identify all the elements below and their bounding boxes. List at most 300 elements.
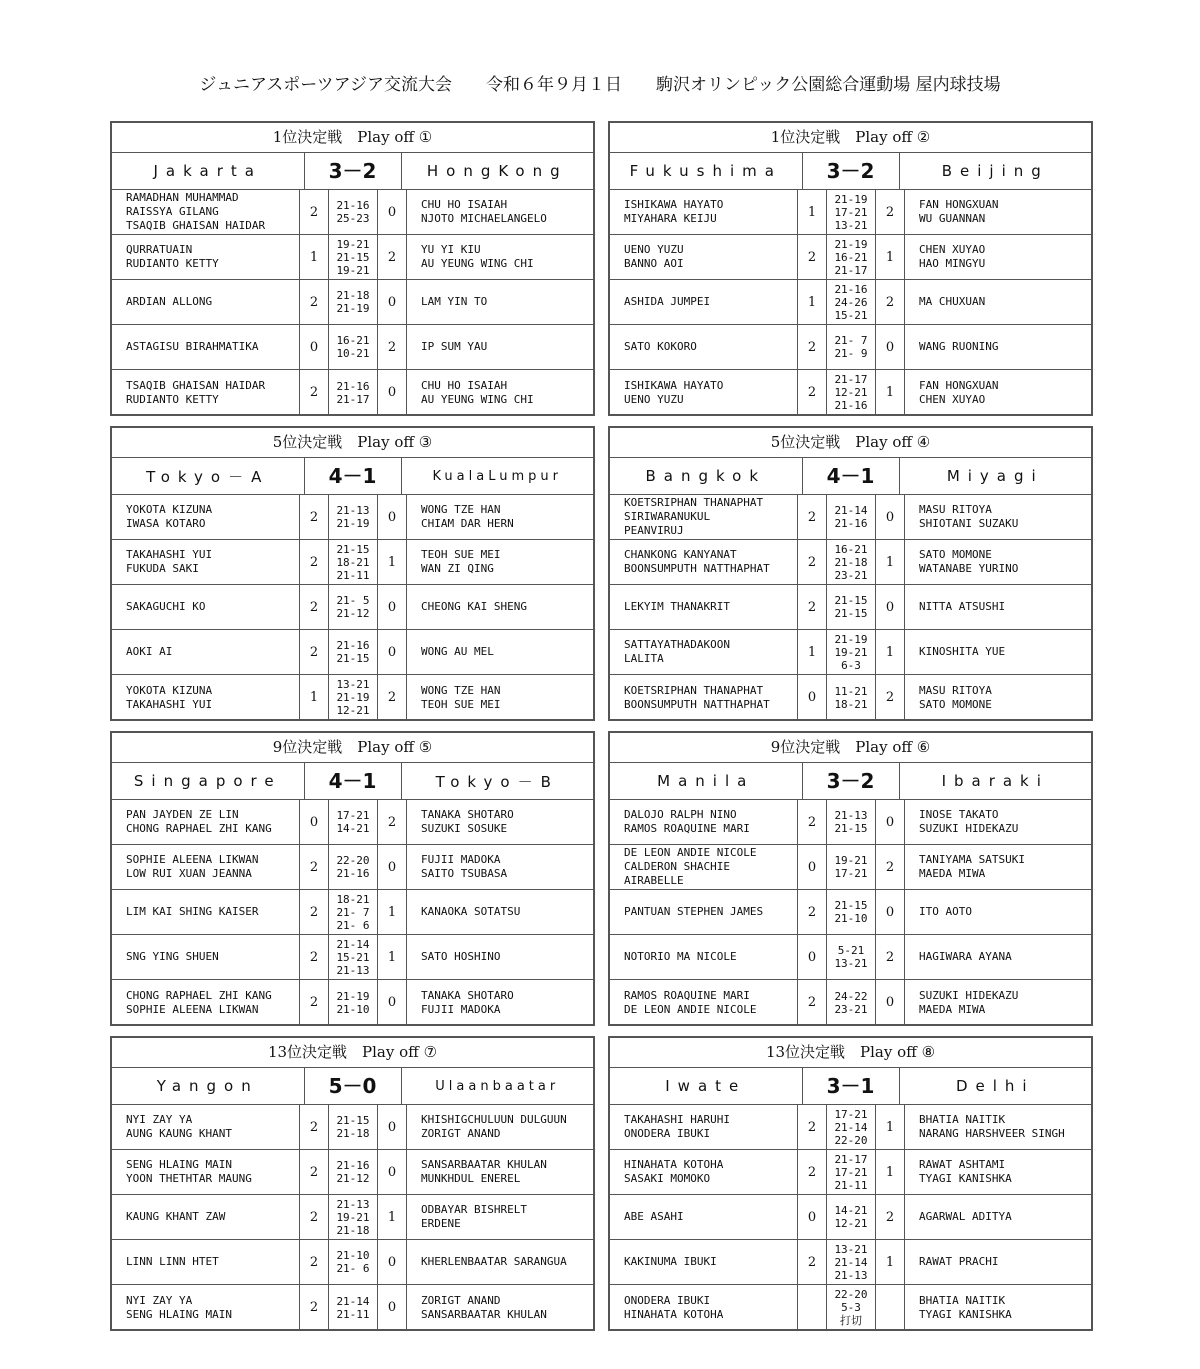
right-games-won: 2 (876, 935, 905, 979)
right-games-won: 0 (378, 495, 407, 539)
left-games-won: 2 (300, 1150, 329, 1194)
right-games-won: 0 (378, 845, 407, 889)
team-right-name: Ibaraki (941, 772, 1049, 790)
player-name: ODBAYAR BISHRELT (421, 1203, 527, 1216)
left-players (610, 280, 798, 324)
game-score: 21-14 (336, 937, 370, 951)
right-players (407, 675, 593, 720)
right-games-won: 2 (876, 190, 905, 234)
game-score: 21-11 (834, 1178, 868, 1192)
player-name: HAGIWARA AYANA (919, 950, 1012, 963)
game-scores (329, 325, 378, 369)
left-players (610, 1240, 798, 1284)
game-score: 21-15 (834, 607, 868, 620)
panel-heading: 13位決定戦 Play off ⑦ (112, 1038, 593, 1068)
player-name: ZORIGT ANAND (421, 1293, 501, 1307)
player-name: SHIOTANI SUZAKU (919, 517, 1019, 530)
player-name: YOON THETHTAR MAUNG (126, 1172, 252, 1185)
game-scores (329, 800, 378, 844)
game-score: 21-18 (336, 1223, 370, 1237)
right-players (905, 585, 1091, 629)
right-games-won: 1 (876, 1150, 905, 1194)
player-name: TAKAHASHI HARUHI (624, 1113, 730, 1126)
game-scores (329, 280, 378, 324)
match-row (112, 1195, 593, 1240)
left-games-won: 2 (300, 370, 329, 415)
right-games-won: 2 (876, 675, 905, 720)
game-score: 21- 6 (336, 1262, 370, 1275)
playoff-panel (608, 731, 1093, 1026)
left-players (112, 1285, 300, 1330)
player-name: CHU HO ISAIAH (421, 198, 508, 211)
player-name: RAWAT PRACHI (919, 1255, 999, 1268)
player-name: CHONG RAPHAEL ZHI KANG (126, 988, 272, 1002)
left-games-won: 2 (798, 1150, 827, 1194)
player-name: SANSARBAATAR KHULAN (421, 1158, 547, 1171)
player-name: NITTA ATSUSHI (919, 600, 1006, 613)
game-score: 18-21 (336, 555, 370, 569)
left-games-won: 2 (300, 1195, 329, 1239)
player-name: TEOH SUE MEI (421, 697, 501, 711)
game-score: 21-16 (834, 282, 868, 296)
left-games-won: 1 (798, 280, 827, 324)
game-score: 13-21 (834, 1242, 868, 1256)
game-score: 25-23 (336, 212, 370, 225)
right-players (407, 1150, 593, 1194)
game-score: 16-21 (834, 542, 868, 556)
playoff-panel (110, 121, 595, 416)
game-score: 21-14 (336, 1294, 370, 1308)
left-games-won: 2 (798, 495, 827, 539)
player-name: CHU HO ISAIAH (421, 378, 508, 392)
game-score: 21-19 (834, 632, 868, 646)
game-score: 21-16 (336, 1159, 370, 1172)
player-name: MAEDA MIWA (919, 867, 986, 880)
team-right-name: Tokyo－B (435, 772, 559, 791)
right-players (407, 1105, 593, 1149)
player-name: NYI ZAY YA (126, 1113, 193, 1126)
right-players (407, 935, 593, 979)
player-name: RAMOS ROAQUINE MARI (624, 822, 750, 835)
right-players (407, 845, 593, 889)
left-games-won: 2 (798, 890, 827, 934)
game-score: 16-21 (834, 250, 868, 264)
left-players (112, 935, 300, 979)
left-players (112, 980, 300, 1025)
left-players (112, 1105, 300, 1149)
match-row (112, 935, 593, 980)
player-name: TSAQIB GHAISAN HAIDAR (126, 378, 266, 392)
match-row (610, 1240, 1091, 1285)
player-name: LINN LINN HTET (126, 1255, 219, 1268)
right-players (407, 325, 593, 369)
right-games-won (876, 1285, 905, 1330)
playoff-panel (110, 1036, 595, 1331)
right-players (407, 190, 593, 234)
game-scores (827, 935, 876, 979)
team-left-name: Manila (657, 772, 755, 790)
right-games-won: 2 (876, 845, 905, 889)
playoff-panel (608, 426, 1093, 721)
player-name: YU YI KIU (421, 243, 481, 256)
left-players (610, 980, 798, 1025)
right-players (407, 235, 593, 279)
game-score: 21-14 (834, 504, 868, 517)
game-score: 21-15 (336, 250, 370, 264)
left-players (610, 630, 798, 674)
player-name: ASHIDA JUMPEI (624, 295, 711, 308)
player-name: HINAHATA KOTOHA (624, 1158, 724, 1171)
player-name: TYAGI KANISHKA (919, 1307, 1012, 1321)
game-score: 17-21 (336, 809, 370, 822)
team-score: 3－1 (802, 1068, 900, 1104)
player-name: WONG TZE HAN (421, 683, 501, 697)
game-score: 15-21 (834, 308, 868, 322)
player-name: ITO AOTO (919, 905, 972, 918)
left-games-won: 1 (798, 630, 827, 674)
game-score: 21-13 (834, 1268, 868, 1282)
left-games-won: 2 (798, 585, 827, 629)
left-players (112, 190, 300, 234)
player-name: KAKINUMA IBUKI (624, 1255, 717, 1268)
left-players (610, 235, 798, 279)
player-name: SENG HLAING MAIN (126, 1307, 232, 1321)
right-players (905, 190, 1091, 234)
player-name: KAUNG KHANT ZAW (126, 1210, 226, 1223)
game-score: 21-19 (834, 192, 868, 206)
player-name: UENO YUZU (624, 243, 684, 256)
game-score: 21-19 (336, 302, 370, 315)
team-row (610, 458, 1091, 495)
game-scores (827, 325, 876, 369)
player-name: LOW RUI XUAN JEANNA (126, 867, 252, 880)
right-players (407, 800, 593, 844)
player-name: CHIAM DAR HERN (421, 517, 514, 530)
match-row (610, 190, 1091, 235)
player-name: MIYAHARA KEIJU (624, 212, 717, 225)
player-name: WATANABE YURINO (919, 562, 1019, 575)
game-scores (827, 495, 876, 539)
game-score: 21- 6 (336, 918, 370, 932)
player-name: ONODERA IBUKI (624, 1127, 711, 1140)
match-row (112, 890, 593, 935)
game-score: 17-21 (834, 867, 868, 880)
match-row (112, 1285, 593, 1330)
right-games-won: 1 (378, 540, 407, 584)
player-name: RUDIANTO KETTY (126, 257, 219, 270)
match-row (112, 1105, 593, 1150)
player-name: MAEDA MIWA (919, 1002, 986, 1016)
game-score: 17-21 (834, 1165, 868, 1179)
game-score: 21-10 (834, 912, 868, 925)
player-name: INOSE TAKATO (919, 808, 999, 821)
player-name: MASU RITOYA (919, 503, 992, 516)
player-name: LIM KAI SHING KAISER (126, 905, 259, 918)
game-score: 21-15 (336, 542, 370, 556)
player-name: FAN HONGXUAN (919, 198, 999, 211)
panel-heading: 1位決定戦 Play off ① (112, 123, 593, 153)
left-players (112, 800, 300, 844)
match-row (112, 325, 593, 370)
playoff-panel (608, 121, 1093, 416)
right-players (905, 630, 1091, 674)
player-name: TANAKA SHOTARO (421, 988, 514, 1002)
player-name: FUJII MADOKA (421, 853, 501, 866)
player-name: CALDERON SHACHIE (624, 860, 730, 873)
player-name: RAISSYA GILANG (126, 205, 219, 218)
left-games-won: 2 (300, 1105, 329, 1149)
game-score: 21-19 (336, 989, 370, 1003)
player-name: TYAGI KANISHKA (919, 1172, 1012, 1185)
right-players (407, 630, 593, 674)
game-score: 21-16 (336, 867, 370, 880)
game-score: 21- 7 (834, 334, 868, 347)
team-row (112, 763, 593, 800)
game-score: 21-16 (834, 399, 868, 412)
player-name: IWASA KOTARO (126, 517, 206, 530)
player-name: DE LEON ANDIE NICOLE (624, 846, 757, 859)
player-name: NOTORIO MA NICOLE (624, 950, 737, 963)
game-score: 23-21 (834, 568, 868, 582)
player-name: CHONG RAPHAEL ZHI KANG (126, 822, 272, 835)
player-name: SATO KOKORO (624, 340, 697, 353)
player-name: SUZUKI HIDEKAZU (919, 822, 1019, 835)
right-games-won: 0 (378, 370, 407, 415)
game-score: 21-13 (336, 504, 370, 517)
player-name: SUZUKI SOSUKE (421, 822, 508, 835)
player-name: DALOJO RALPH NINO (624, 808, 737, 821)
match-row (610, 1285, 1091, 1330)
game-score: 13-21 (336, 678, 370, 691)
right-players (905, 890, 1091, 934)
game-score: 11-21 (834, 684, 868, 698)
player-name: CHANKONG KANYANAT (624, 548, 737, 561)
team-right-name: Miyagi (946, 467, 1044, 485)
left-games-won: 2 (300, 495, 329, 539)
player-name: SATO MOMONE (919, 548, 992, 561)
left-players (610, 190, 798, 234)
team-score: 3－2 (802, 153, 900, 189)
game-score: 19-21 (834, 645, 868, 659)
game-score: 21-18 (834, 555, 868, 569)
game-score: 21-19 (336, 691, 370, 704)
player-name: CHEONG KAI SHENG (421, 600, 527, 613)
game-score: 22-20 (834, 1133, 868, 1147)
game-scores (827, 1285, 876, 1330)
game-score: 12-21 (834, 386, 868, 399)
right-games-won: 0 (378, 1105, 407, 1149)
player-name: LAM YIN TO (421, 295, 488, 308)
team-score: 4－1 (304, 458, 402, 494)
right-games-won: 0 (876, 890, 905, 934)
right-games-won: 0 (378, 1240, 407, 1284)
right-games-won: 0 (378, 1285, 407, 1330)
player-name: KOETSRIPHAN THANAPHAT (624, 683, 764, 697)
right-players (905, 325, 1091, 369)
player-name: ISHIKAWA HAYATO (624, 198, 724, 211)
right-games-won: 0 (876, 800, 905, 844)
game-scores (827, 540, 876, 584)
game-score: 21-10 (336, 1002, 370, 1016)
right-players (905, 980, 1091, 1025)
game-scores (827, 1150, 876, 1194)
right-games-won: 1 (876, 1240, 905, 1284)
left-players (112, 325, 300, 369)
game-score: 13-21 (834, 218, 868, 232)
player-name: TEOH SUE MEI (421, 548, 501, 561)
left-players (610, 1150, 798, 1194)
player-name: MUNKHDUL ENEREL (421, 1172, 521, 1185)
match-row (610, 845, 1091, 890)
game-score: 21-13 (336, 963, 370, 977)
player-name: AU YEUNG WING CHI (421, 257, 534, 270)
left-games-won: 2 (798, 235, 827, 279)
left-players (112, 280, 300, 324)
left-players (112, 675, 300, 720)
game-score: 22-20 (834, 1288, 868, 1301)
left-games-won: 2 (300, 1240, 329, 1284)
game-score: 10-21 (336, 347, 370, 360)
game-score: 5-21 (837, 944, 865, 957)
right-games-won: 0 (378, 1150, 407, 1194)
match-row (112, 980, 593, 1025)
game-score: 21-17 (336, 392, 370, 406)
player-name: TSAQIB GHAISAN HAIDAR (126, 219, 266, 232)
player-name: WU GUANNAN (919, 212, 986, 225)
team-right-name: KualaLumpur (432, 468, 562, 484)
right-players (905, 1240, 1091, 1284)
player-name: IP SUM YAU (421, 340, 488, 353)
match-row (112, 235, 593, 280)
game-scores (827, 1195, 876, 1239)
player-name: SATO MOMONE (919, 697, 992, 711)
game-score: 21-12 (336, 607, 370, 620)
right-games-won: 0 (378, 630, 407, 674)
panel-heading: 5位決定戦 Play off ③ (112, 428, 593, 458)
game-scores (329, 980, 378, 1025)
game-scores (329, 1150, 378, 1194)
player-name: FAN HONGXUAN (919, 378, 999, 392)
match-row (112, 800, 593, 845)
right-games-won: 0 (876, 495, 905, 539)
left-players (610, 1105, 798, 1149)
player-name: WONG AU MEL (421, 645, 494, 658)
game-scores (827, 1105, 876, 1149)
game-scores (329, 845, 378, 889)
game-score: 17-21 (834, 1107, 868, 1121)
left-games-won: 2 (798, 370, 827, 415)
game-scores (827, 630, 876, 674)
player-name: ZORIGT ANAND (421, 1127, 501, 1140)
game-scores (329, 935, 378, 979)
right-games-won: 1 (876, 235, 905, 279)
right-players (905, 495, 1091, 539)
left-players (112, 370, 300, 415)
team-row (610, 763, 1091, 800)
game-scores (827, 585, 876, 629)
match-row (112, 630, 593, 675)
player-name: ONODERA IBUKI (624, 1293, 711, 1307)
left-players (610, 1285, 798, 1330)
left-players (112, 540, 300, 584)
player-name: SAKAGUCHI KO (126, 600, 206, 613)
left-games-won: 2 (300, 845, 329, 889)
player-name: SOPHIE ALEENA LIKWAN (126, 853, 259, 866)
player-name: RAMADHAN MUHAMMAD (126, 191, 239, 204)
player-name: RAMOS ROAQUINE MARI (624, 988, 750, 1002)
team-score: 4－1 (802, 458, 900, 494)
game-score: 21-11 (336, 1307, 370, 1321)
team-left-name: Fukushima (629, 162, 782, 180)
player-name: KANAOKA SOTATSU (421, 905, 521, 918)
game-score: 14-21 (336, 822, 370, 835)
player-name: TAKAHASHI YUI (126, 548, 213, 561)
player-name: PEANVIRUJ (624, 524, 684, 537)
panel-heading: 1位決定戦 Play off ② (610, 123, 1091, 153)
match-row (112, 495, 593, 540)
left-games-won (798, 1285, 827, 1330)
left-players (112, 845, 300, 889)
match-row (610, 800, 1091, 845)
player-name: TANAKA SHOTARO (421, 808, 514, 821)
player-name: SAITO TSUBASA (421, 867, 508, 880)
game-scores (329, 1285, 378, 1330)
left-games-won: 0 (798, 675, 827, 720)
left-games-won: 0 (300, 325, 329, 369)
left-games-won: 2 (300, 630, 329, 674)
right-games-won: 0 (378, 190, 407, 234)
right-games-won: 0 (378, 585, 407, 629)
game-score: 19-21 (834, 854, 868, 867)
game-score: 18-21 (834, 697, 868, 711)
game-score: 16-21 (336, 334, 370, 347)
team-score: 4－1 (304, 763, 402, 799)
left-players (610, 845, 798, 889)
left-games-won: 2 (798, 325, 827, 369)
player-name: YOKOTA KIZUNA (126, 683, 213, 697)
left-games-won: 2 (300, 890, 329, 934)
player-name: WAN ZI QING (421, 562, 494, 575)
left-players (610, 585, 798, 629)
match-row (610, 675, 1091, 720)
match-row (112, 1240, 593, 1285)
playoff-panel (608, 1036, 1093, 1331)
game-scores (827, 800, 876, 844)
match-row (610, 585, 1091, 630)
match-row (112, 190, 593, 235)
game-scores (827, 235, 876, 279)
right-games-won: 2 (378, 235, 407, 279)
player-name: AOKI AI (126, 645, 173, 658)
game-score: 19-21 (336, 1210, 370, 1224)
right-players (407, 1240, 593, 1284)
game-scores (827, 980, 876, 1025)
player-name: SATTAYATHADAKOON (624, 638, 730, 651)
player-name: QURRATUAIN (126, 243, 193, 256)
game-score: 17-21 (834, 205, 868, 219)
game-scores (329, 630, 378, 674)
match-row (610, 325, 1091, 370)
game-score: 打切 (840, 1314, 862, 1327)
right-games-won: 2 (876, 280, 905, 324)
player-name: PANTUAN STEPHEN JAMES (624, 905, 764, 918)
team-row (112, 153, 593, 190)
player-name: WANG RUONING (919, 340, 999, 353)
right-players (905, 1285, 1091, 1330)
player-name: SENG HLAING MAIN (126, 1158, 232, 1171)
team-left-name: Yangon (156, 1077, 259, 1095)
team-row (112, 1068, 593, 1105)
